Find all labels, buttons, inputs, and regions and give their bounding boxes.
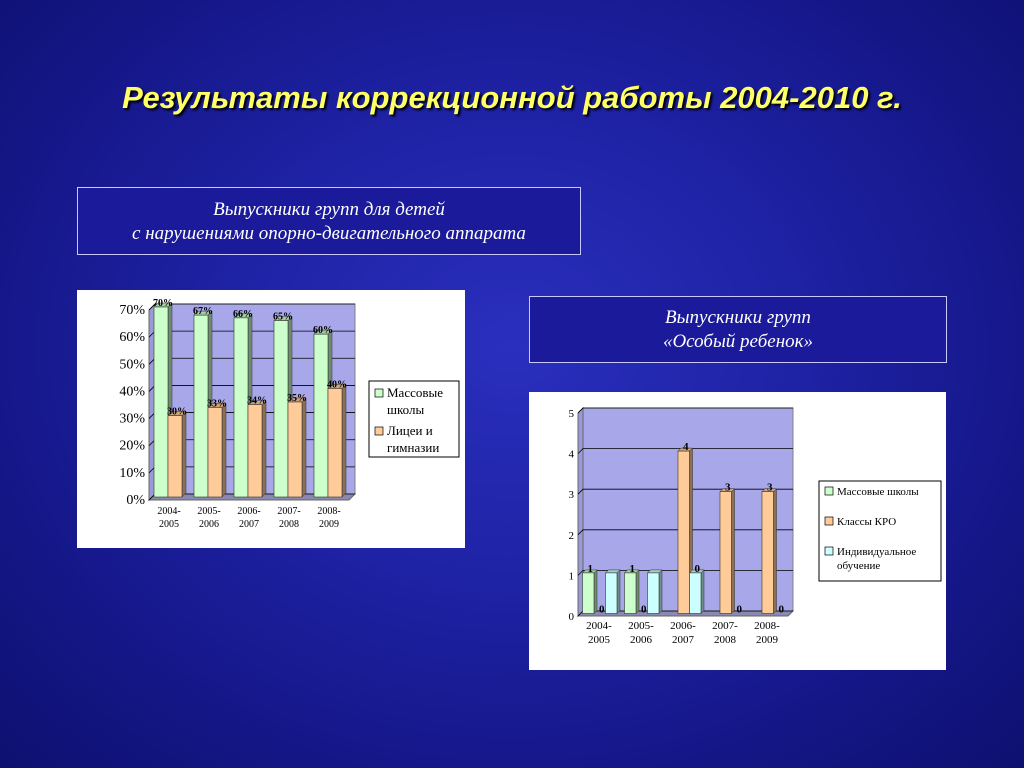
legend-label: школы — [387, 402, 425, 417]
data-label: 4 — [683, 441, 689, 454]
x-tick-label: 2005- — [628, 620, 654, 632]
legend-swatch — [825, 487, 833, 495]
bar-side — [774, 489, 777, 614]
data-label: 40% — [327, 379, 347, 391]
y-tick-label: 0% — [126, 493, 145, 508]
data-label: 65% — [273, 311, 293, 323]
bar-side — [636, 570, 639, 614]
y-tick-label: 10% — [119, 465, 145, 481]
bar-side — [222, 403, 226, 497]
chart-percent-graduates — [77, 290, 465, 548]
bar — [583, 573, 595, 614]
data-label: 3 — [725, 481, 731, 494]
y-tick-label: 60% — [119, 330, 145, 346]
legend-label: обучение — [837, 560, 881, 572]
bar-side — [594, 570, 597, 614]
x-tick-label: 2005 — [588, 634, 610, 646]
y-tick-label: 2 — [568, 529, 574, 542]
bar — [678, 451, 690, 613]
y-tick-label: 20% — [119, 438, 145, 454]
bar — [234, 318, 248, 497]
chart-panel-left — [77, 290, 465, 548]
x-tick-label: 2005 — [159, 519, 179, 530]
caption-line-1: Выпускники групп для детей — [213, 199, 445, 220]
bar — [625, 573, 637, 614]
data-label: 1 — [587, 562, 593, 575]
legend-swatch — [825, 547, 833, 555]
y-tick-label: 0 — [568, 611, 574, 623]
legend-label: Индивидуальное — [837, 546, 917, 558]
bar-side — [701, 570, 704, 614]
caption-musculoskeletal-graduates — [77, 187, 581, 255]
x-tick-label: 2006 — [199, 519, 219, 530]
legend-label: гимназии — [387, 440, 440, 455]
data-label: 33% — [207, 398, 227, 410]
legend-swatch — [375, 389, 383, 397]
caption-line-1: Выпускники групп — [665, 307, 811, 328]
y-tick-label: 50% — [119, 357, 145, 373]
data-label: 35% — [287, 393, 307, 404]
y-tick-label: 4 — [568, 448, 574, 461]
y-tick-label: 70% — [119, 303, 145, 318]
y-tick-label: 3 — [568, 489, 574, 502]
legend-swatch — [825, 517, 833, 525]
bar — [274, 321, 288, 497]
y-tick-label: 5 — [568, 408, 574, 420]
data-label: 0 — [599, 603, 605, 616]
bar — [248, 405, 262, 497]
chart-count-graduates — [529, 392, 946, 670]
x-tick-label: 2008- — [317, 506, 341, 517]
x-tick-label: 2006- — [670, 620, 696, 632]
data-label: 3 — [767, 481, 773, 494]
bar — [314, 334, 328, 497]
legend-label: Лицеи и — [387, 423, 433, 438]
bar — [606, 573, 618, 614]
bar-side — [659, 570, 662, 614]
bar-side — [617, 570, 620, 614]
data-label: 30% — [167, 406, 187, 418]
bar-side — [342, 384, 346, 497]
bar — [168, 416, 182, 497]
x-tick-label: 2008 — [279, 519, 299, 530]
x-tick-label: 2008- — [754, 620, 780, 632]
x-tick-label: 2008 — [714, 634, 736, 646]
legend-label: Классы КРО — [837, 516, 897, 528]
data-label: 70% — [153, 298, 173, 309]
data-label: 0 — [778, 603, 784, 616]
bar-side — [182, 412, 186, 497]
bar — [208, 407, 222, 497]
x-tick-label: 2004- — [586, 620, 612, 632]
data-label: 0 — [694, 562, 700, 575]
data-label: 67% — [193, 306, 213, 318]
caption-line-2: «Особый ребенок» — [662, 331, 814, 352]
x-tick-label: 2005- — [197, 506, 221, 517]
legend-label: Массовые — [387, 385, 444, 400]
bar — [720, 492, 732, 614]
bar — [648, 573, 660, 614]
data-label: 34% — [247, 395, 267, 407]
x-tick-label: 2004- — [157, 506, 181, 517]
x-tick-label: 2007 — [239, 519, 259, 530]
bar — [328, 388, 342, 497]
bar — [690, 573, 702, 614]
legend-swatch — [375, 427, 383, 435]
bar-side — [262, 401, 266, 497]
y-tick-label: 40% — [119, 384, 145, 400]
bar — [194, 315, 208, 497]
bar — [154, 307, 168, 497]
bar — [762, 492, 774, 614]
data-label: 0 — [641, 603, 647, 616]
data-label: 66% — [233, 308, 253, 320]
slide-title: Результаты коррекционной работы 2004-2010 г. — [122, 80, 902, 115]
x-tick-label: 2006 — [630, 634, 652, 646]
bar-side — [732, 489, 735, 614]
data-label: 0 — [736, 603, 742, 616]
x-tick-label: 2007- — [277, 506, 301, 517]
data-label: 1 — [629, 562, 635, 575]
bar — [288, 402, 302, 497]
chart-panel-right — [529, 392, 946, 670]
y-tick-label: 30% — [119, 411, 145, 427]
caption-line-2: с нарушениями опорно-двигательного аппарата — [132, 223, 526, 244]
x-tick-label: 2009 — [319, 519, 339, 530]
y-tick-label: 1 — [568, 570, 574, 583]
data-label: 60% — [313, 325, 333, 337]
bar-side — [302, 398, 306, 497]
x-tick-label: 2009 — [756, 634, 778, 646]
x-tick-label: 2007- — [712, 620, 738, 632]
x-tick-label: 2006- — [237, 506, 261, 517]
x-tick-label: 2007 — [672, 634, 694, 646]
caption-special-child-graduates — [529, 296, 947, 363]
legend-label: Массовые школы — [837, 486, 919, 498]
